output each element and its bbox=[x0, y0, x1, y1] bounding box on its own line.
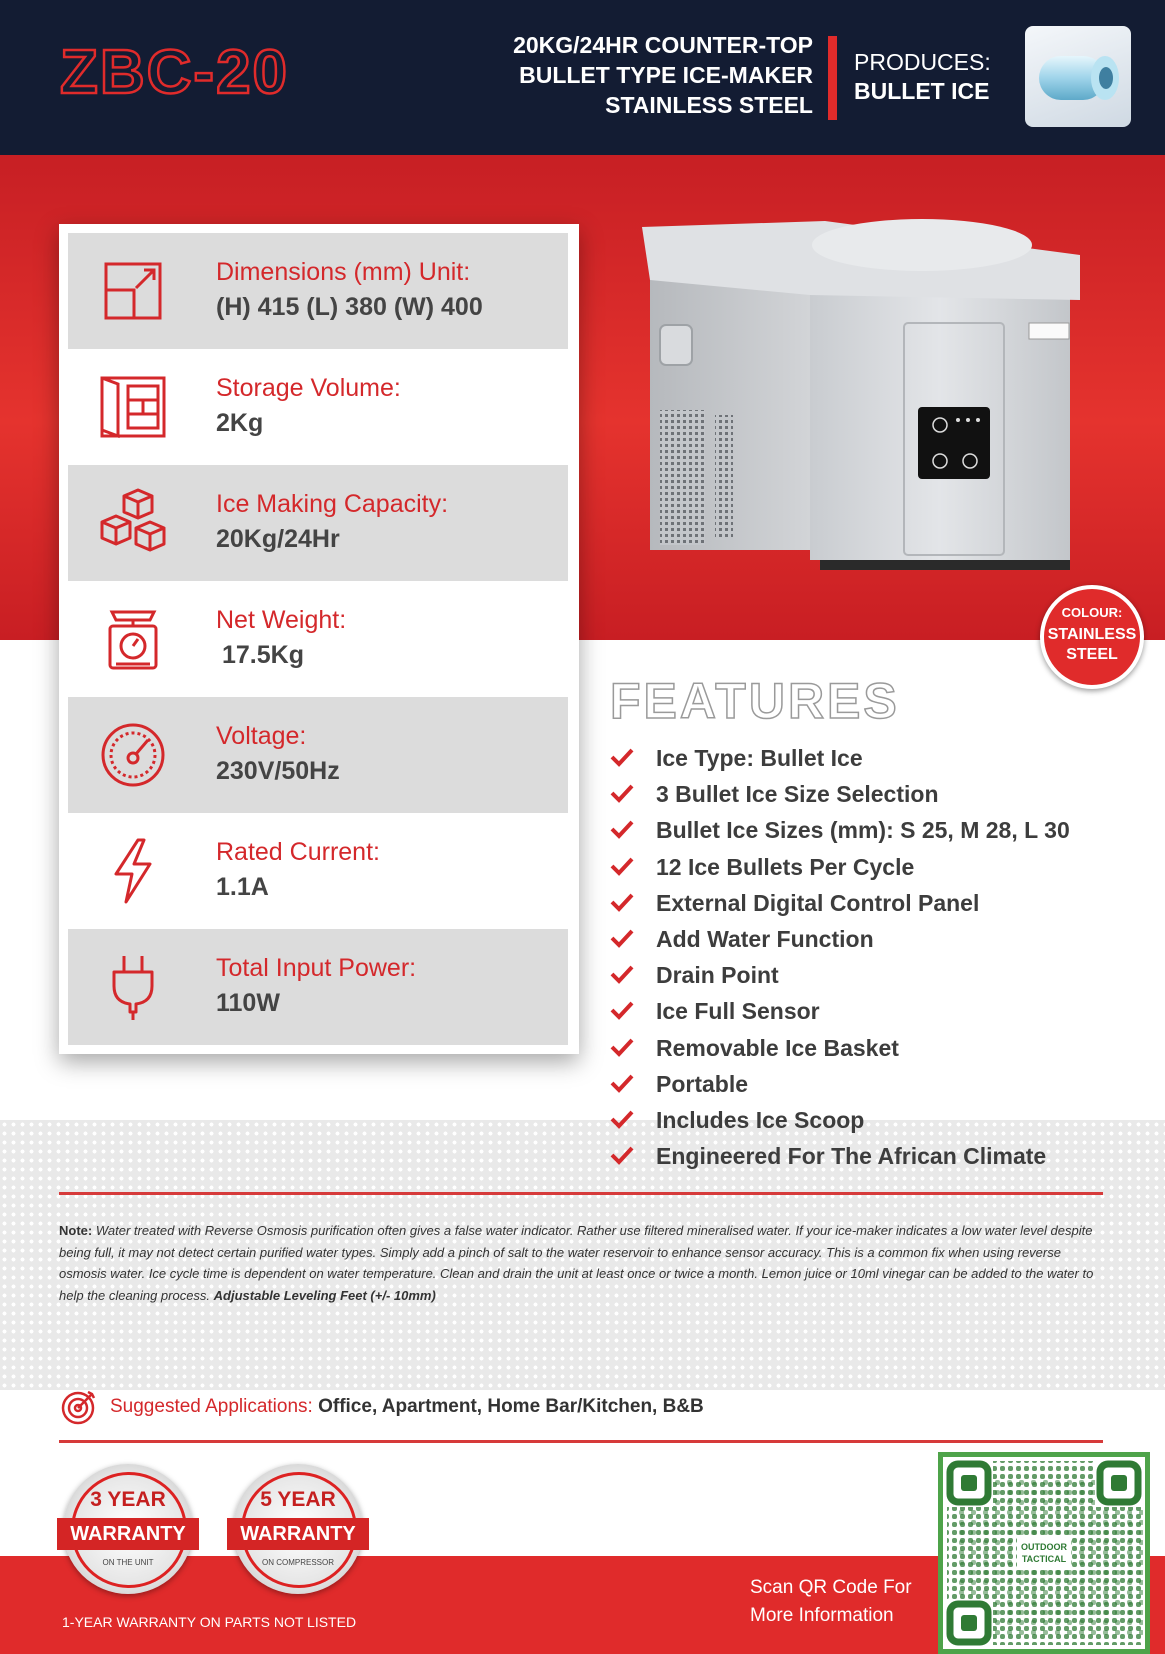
checkmark-icon bbox=[610, 1145, 634, 1165]
feature-text: Add Water Function bbox=[656, 925, 874, 952]
spec-row-current bbox=[68, 813, 568, 929]
description-line: 20KG/24HR COUNTER-TOP bbox=[513, 32, 813, 58]
spec-row-storage bbox=[68, 349, 568, 465]
checkmark-icon bbox=[610, 856, 634, 876]
feature-text: Ice Type: Bullet Ice bbox=[656, 745, 863, 771]
storage-icon bbox=[98, 372, 168, 442]
spec-row-voltage bbox=[68, 697, 568, 813]
spec-value: 1.1A bbox=[216, 873, 269, 901]
feature-item bbox=[608, 1138, 1070, 1174]
checkmark-icon bbox=[610, 1109, 634, 1129]
scan-line: Scan QR Code For bbox=[750, 1577, 912, 1598]
feature-item bbox=[608, 776, 1070, 812]
colour-badge bbox=[1040, 585, 1144, 689]
qr-code-icon bbox=[943, 1457, 1145, 1649]
description-line: BULLET TYPE ICE-MAKER bbox=[519, 62, 813, 88]
checkmark-icon bbox=[610, 819, 634, 839]
feature-item bbox=[608, 1030, 1070, 1066]
parts-warranty-note: 1-YEAR WARRANTY ON PARTS NOT LISTED bbox=[62, 1614, 357, 1630]
scan-line: More Information bbox=[750, 1605, 894, 1626]
target-icon bbox=[60, 1388, 98, 1426]
checkmark-icon bbox=[610, 892, 634, 912]
spec-value: 17.5Kg bbox=[222, 641, 304, 669]
feature-item bbox=[608, 812, 1070, 848]
feature-text: Includes Ice Scoop bbox=[656, 1106, 865, 1133]
feature-text: External Digital Control Panel bbox=[656, 889, 980, 916]
warranty-ribbon: WARRANTY bbox=[57, 1518, 199, 1550]
divider-line bbox=[59, 1440, 1103, 1443]
divider-line bbox=[59, 1192, 1103, 1195]
gauge-icon bbox=[98, 720, 168, 790]
colour-value-line: STEEL bbox=[1066, 646, 1118, 663]
qr-logo-line: TACTICAL bbox=[1021, 1554, 1067, 1564]
note-bold-tail: Adjustable Leveling Feet (+/- 10mm) bbox=[213, 1287, 436, 1303]
feature-text: Ice Full Sensor bbox=[656, 998, 820, 1025]
feature-item bbox=[608, 957, 1070, 993]
spec-label: Dimensions (mm) Unit: bbox=[216, 258, 471, 286]
spec-value: 230V/50Hz bbox=[216, 757, 340, 785]
feature-text: Bullet Ice Sizes (mm): S 25, M 28, L 30 bbox=[656, 817, 1070, 844]
feature-text: 3 Bullet Ice Size Selection bbox=[656, 781, 939, 808]
spec-label: Voltage: bbox=[216, 722, 307, 750]
warranty-badge-5-year bbox=[233, 1464, 363, 1594]
suggested-applications bbox=[60, 1388, 704, 1426]
description-line: STAINLESS STEEL bbox=[605, 92, 813, 118]
feature-item bbox=[608, 921, 1070, 957]
spec-value: 2Kg bbox=[216, 409, 264, 437]
spec-label: Storage Volume: bbox=[216, 374, 401, 402]
dimensions-icon bbox=[98, 256, 168, 326]
spec-row-power bbox=[68, 929, 568, 1045]
product-description bbox=[513, 30, 813, 120]
spec-label: Net Weight: bbox=[216, 606, 347, 634]
note-label: Note: bbox=[59, 1223, 93, 1238]
feature-text: Portable bbox=[656, 1070, 749, 1097]
spec-label: Total Input Power: bbox=[216, 954, 417, 982]
checkmark-icon bbox=[610, 964, 634, 984]
warranty-sub: ON THE UNIT bbox=[102, 1558, 154, 1567]
produces-label: PRODUCES: bbox=[854, 49, 991, 75]
spec-value: 110W bbox=[216, 989, 280, 1017]
features-list bbox=[608, 740, 1070, 1174]
applications-label: Suggested Applications: bbox=[110, 1396, 319, 1418]
feature-text: Drain Point bbox=[656, 962, 779, 989]
qr-code[interactable] bbox=[938, 1452, 1150, 1654]
lightning-icon bbox=[98, 836, 168, 906]
checkmark-icon bbox=[610, 1037, 634, 1057]
warranty-sub: ON COMPRESSOR bbox=[261, 1558, 334, 1567]
spec-label: Ice Making Capacity: bbox=[216, 490, 449, 518]
colour-value bbox=[1044, 625, 1140, 665]
warranty-years: 5 YEAR bbox=[260, 1488, 336, 1511]
colour-value-line: STAINLESS bbox=[1047, 626, 1137, 643]
checkmark-icon bbox=[610, 783, 634, 803]
warranty-ribbon: WARRANTY bbox=[227, 1518, 369, 1550]
produces-value: BULLET ICE bbox=[854, 78, 990, 104]
checkmark-icon bbox=[610, 928, 634, 948]
bullet-ice-icon bbox=[1025, 26, 1131, 127]
checkmark-icon bbox=[610, 747, 634, 767]
scan-qr-text bbox=[750, 1574, 912, 1630]
qr-logo-line: OUTDOOR bbox=[1021, 1542, 1067, 1552]
features-title: FEATURES bbox=[610, 673, 900, 729]
model-number: ZBC-20 bbox=[60, 38, 290, 107]
spec-value: (H) 415 (L) 380 (W) 400 bbox=[216, 293, 483, 321]
feature-item bbox=[608, 740, 1070, 776]
spec-row-weight bbox=[68, 581, 568, 697]
note-text: Water treated with Reverse Osmosis purification often gives a false water indicator. Rather use filtered mineralised water. If your ice-maker indicates a low water level despite being full, it may not detect certain purified water types. Simply add a pinch of salt to the water reservoir to enhance sensor accuracy. This is a common fix when using reverse osmosis water. Ice cycle time is dependent on water temperature. Clean and drain the unit at least once or twice a month. Lemon juice or 10ml vinegar can be added to the water to help the cleaning process. bbox=[59, 1223, 1094, 1303]
header-divider bbox=[828, 36, 837, 120]
spec-card bbox=[59, 224, 579, 1054]
colour-label: COLOUR: bbox=[1061, 605, 1123, 620]
ice-maker-image bbox=[640, 215, 1090, 605]
feature-text: Engineered For The African Climate bbox=[656, 1143, 1047, 1170]
spec-label: Rated Current: bbox=[216, 838, 380, 866]
scale-icon bbox=[98, 604, 168, 674]
feature-item bbox=[608, 1102, 1070, 1138]
warranty-years: 3 YEAR bbox=[90, 1488, 166, 1511]
feature-item bbox=[608, 849, 1070, 885]
feature-text: 12 Ice Bullets Per Cycle bbox=[656, 853, 915, 880]
feature-item bbox=[608, 885, 1070, 921]
spec-value: 20Kg/24Hr bbox=[216, 525, 340, 553]
checkmark-icon bbox=[610, 1073, 634, 1093]
feature-text: Removable Ice Basket bbox=[656, 1034, 899, 1061]
feature-item bbox=[608, 1066, 1070, 1102]
checkmark-icon bbox=[610, 1000, 634, 1020]
spec-row-capacity bbox=[68, 465, 568, 581]
note-paragraph bbox=[59, 1220, 1109, 1306]
spec-row-dimensions bbox=[68, 233, 568, 349]
plug-icon bbox=[98, 952, 168, 1022]
ice-cubes-icon bbox=[98, 488, 168, 558]
applications-value: Office, Apartment, Home Bar/Kitchen, B&B bbox=[318, 1396, 704, 1418]
produces-block bbox=[854, 48, 991, 106]
bullet-ice-image bbox=[1025, 26, 1131, 127]
feature-item bbox=[608, 993, 1070, 1029]
warranty-badge-3-year bbox=[63, 1464, 193, 1594]
